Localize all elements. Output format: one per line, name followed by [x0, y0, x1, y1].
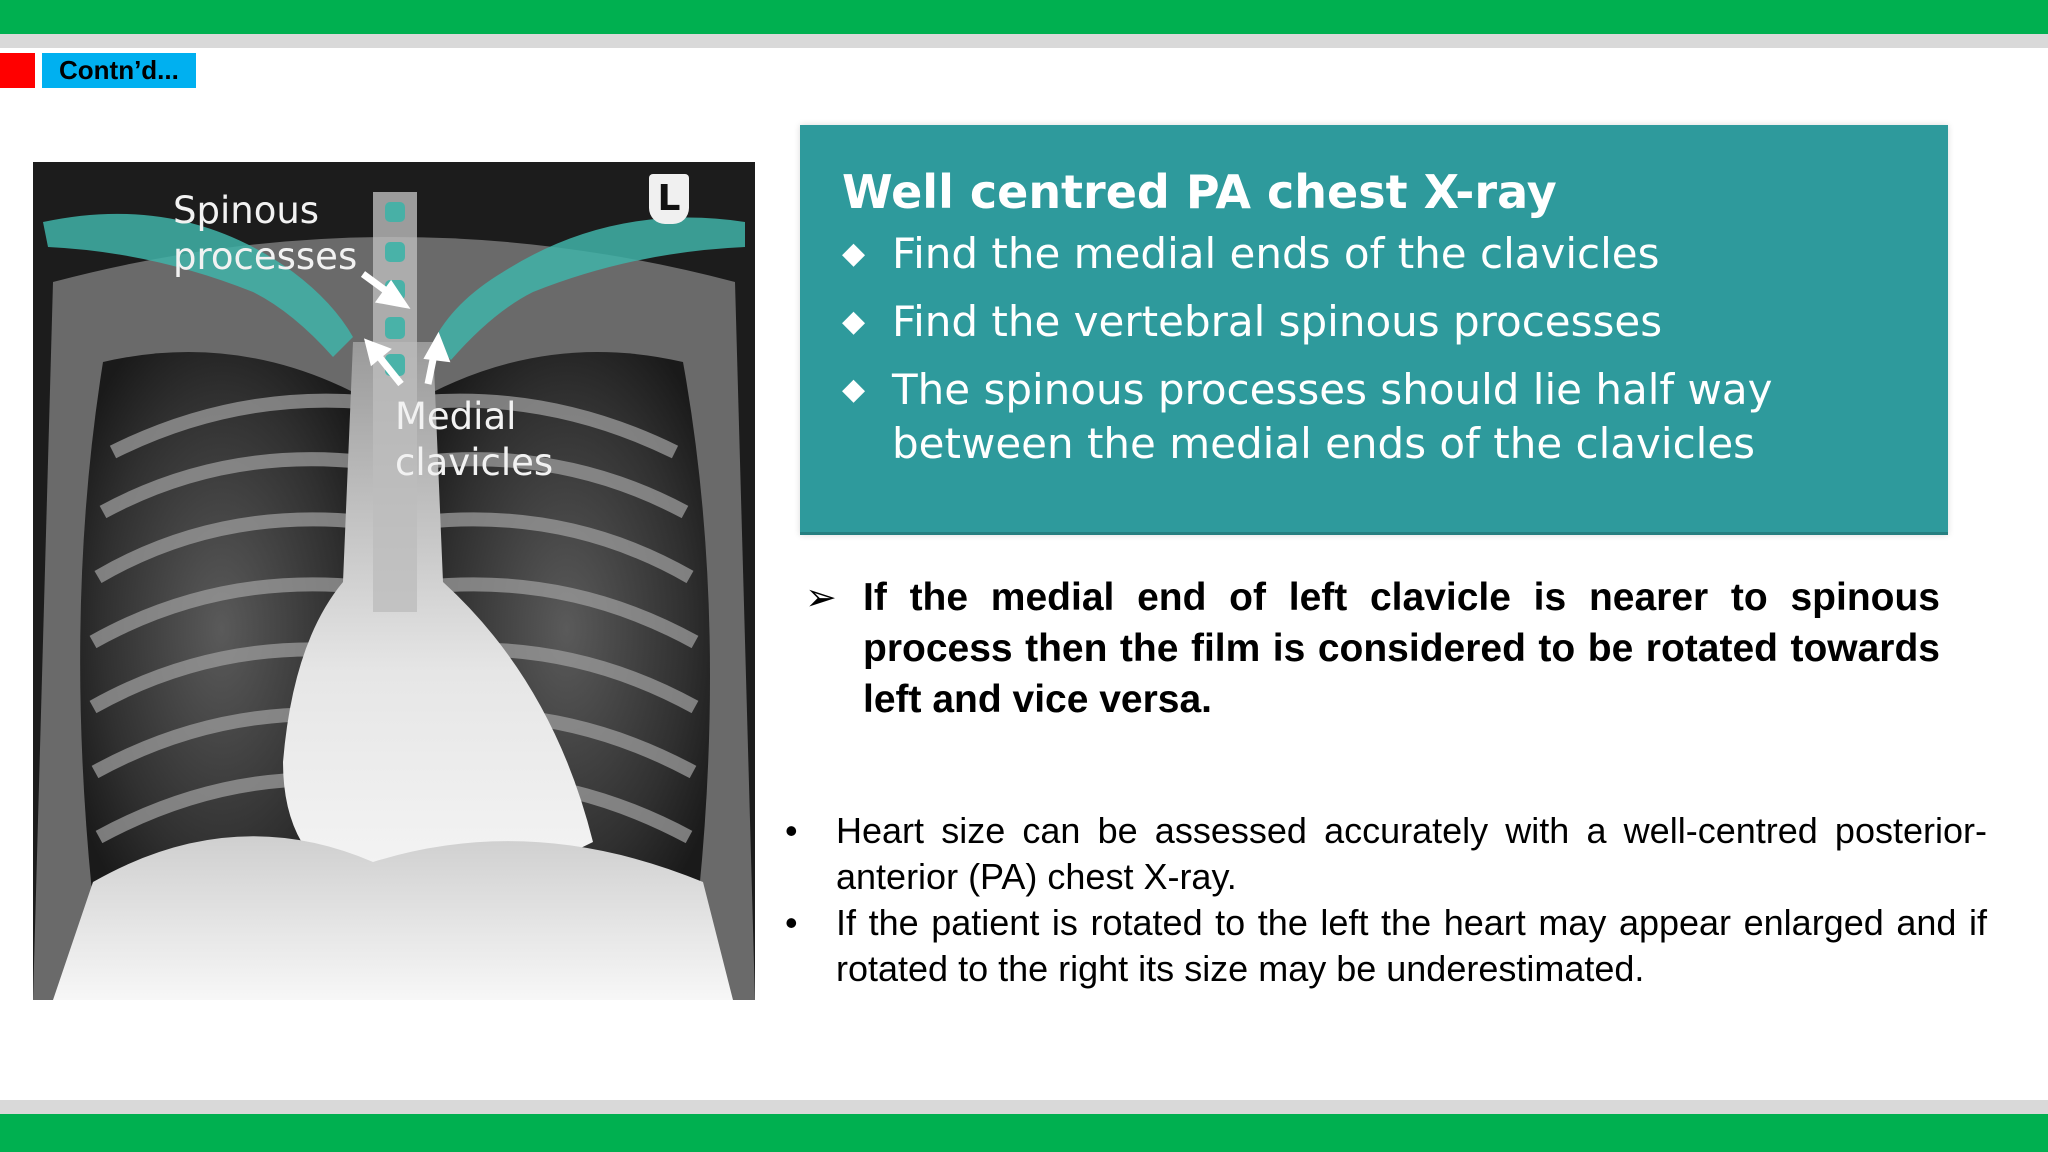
top-green-bar	[0, 0, 2048, 34]
left-side-marker: L	[649, 174, 689, 224]
chest-xray-drawing	[33, 162, 755, 1000]
bottom-gray-bar	[0, 1100, 2048, 1114]
info-box-item: ◆ Find the vertebral spinous processes	[842, 295, 1906, 349]
label-medial-clavicles: Medial clavicles	[395, 395, 554, 484]
top-gray-bar	[0, 34, 2048, 48]
diamond-bullet-icon: ◆	[842, 304, 866, 339]
info-box-item: ◆ The spinous processes should lie half way between the medial ends of the clavicles	[842, 363, 1906, 471]
heart-size-notes	[785, 808, 1987, 992]
red-marker	[0, 53, 35, 88]
diamond-bullet-icon: ◆	[842, 236, 866, 271]
rotation-rule-paragraph: ➢ If the medial end of left clavicle is nearer to spinous process then the film is considered to be rotated towards left and vice versa.	[805, 572, 1940, 725]
chest-xray-image	[33, 162, 755, 1000]
bullet-dot-icon: •	[785, 810, 798, 851]
well-centred-info-box	[800, 125, 1948, 535]
arrow-bullet-icon: ➢	[805, 577, 837, 619]
bullet-dot-icon: •	[785, 902, 798, 943]
info-box-item: ◆ Find the medial ends of the clavicles	[842, 227, 1906, 281]
bottom-green-bar	[0, 1114, 2048, 1152]
info-box-title: Well centred PA chest X-ray	[842, 165, 1557, 219]
continued-label: Contn’d...	[42, 53, 196, 88]
diamond-bullet-icon: ◆	[842, 372, 866, 407]
list-item: • If the patient is rotated to the left the heart may appear enlarged and if rotated to the right its size may be underestimated.	[785, 900, 1987, 992]
list-item: • Heart size can be assessed accurately with a well-centred posterior-anterior (PA) chest X-ray.	[785, 808, 1987, 900]
label-spinous-processes: Spinous processes	[173, 189, 358, 278]
